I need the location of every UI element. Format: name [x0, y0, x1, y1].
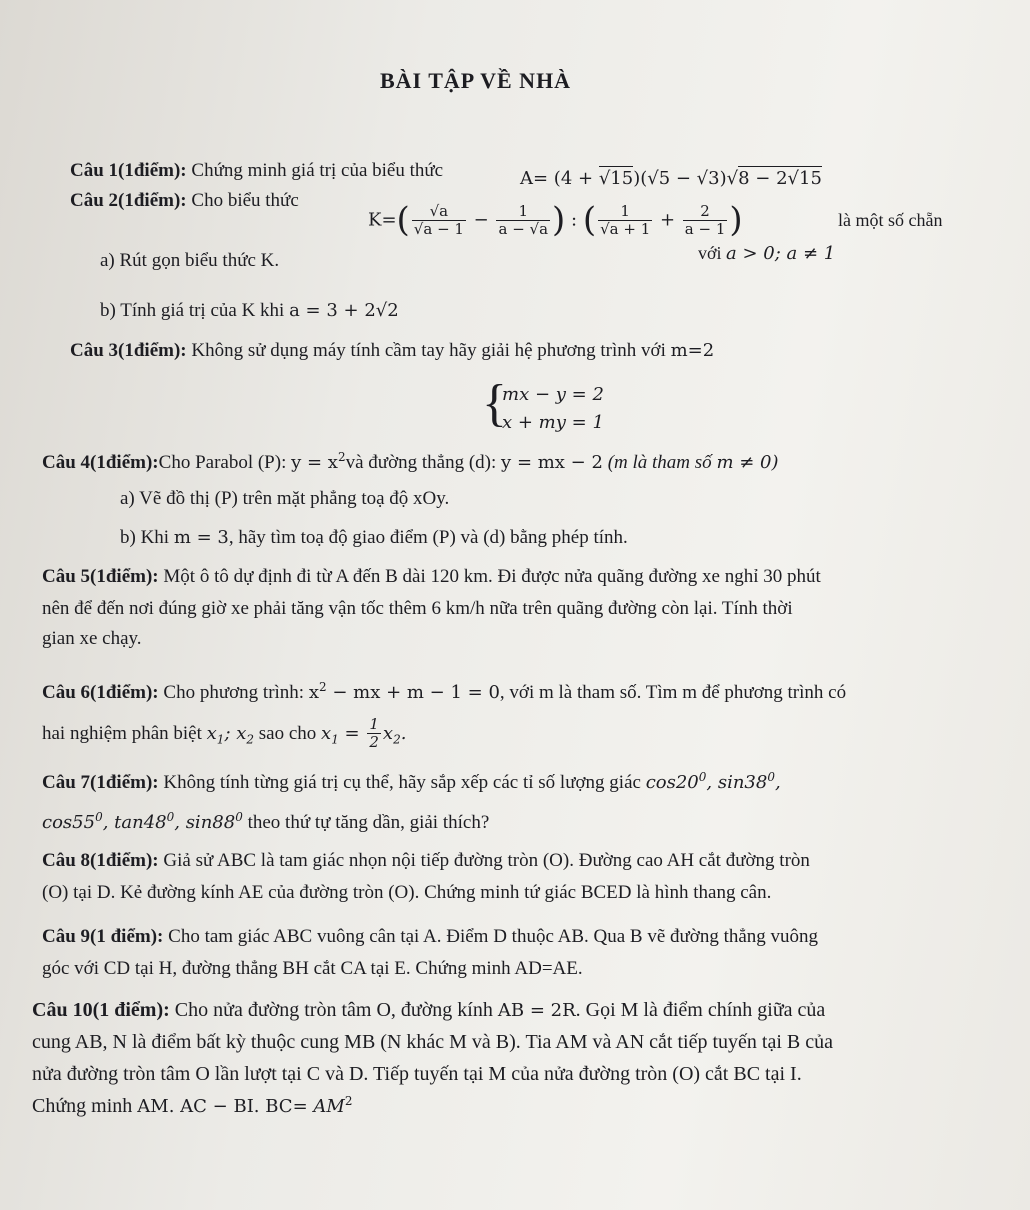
question-5-line-2: nên để đến nơi đúng giờ xe phải tăng vận tốc thêm 6 km/h nữa trên quãng đường còn lại. Tính thời	[42, 598, 793, 619]
question-3-param: m=2	[670, 340, 715, 361]
question-7-tail: theo thứ tự tăng dần, giải thích?	[242, 812, 490, 833]
question-9-label: Câu 9(1 điểm):	[42, 926, 164, 947]
question-4	[42, 450, 779, 475]
question-6-relation: $x_1$ = $\frac{1}{2}$ $x_2$.	[321, 715, 407, 752]
question-6-line-2-pre: hai nghiệm phân biệt	[42, 722, 207, 744]
question-1-label: Câu 1(1điểm):	[70, 160, 187, 181]
question-7-label: Câu 7(1điểm):	[42, 772, 159, 793]
question-10-line-3: nửa đường tròn tâm O lần lượt tại C và D. Tiếp tuyến tại M của nửa đường tròn (O) cắt BC tại I.	[32, 1063, 802, 1085]
question-8-line-2: (O) tại D. Kẻ đường kính AE của đường tròn (O). Chứng minh tứ giác BCED là hình thang cân.	[42, 882, 772, 903]
parabola-equation: $y = x^2$	[291, 450, 346, 473]
question-6-line-2-mid: sao cho	[254, 722, 322, 744]
question-9-line-2: góc với CD tại H, đường thẳng BH cắt CA tại E. Chứng minh AD=AE.	[42, 958, 583, 979]
question-2	[70, 190, 299, 213]
question-4b-expression: m = 3	[173, 527, 229, 548]
question-2b-text: b) Tính giá trị của K khi	[100, 300, 290, 321]
question-8-label: Câu 8(1điểm):	[42, 850, 159, 871]
system-equation-2: x + my = 1	[502, 412, 604, 433]
question-9-text-1: Cho tam giác ABC vuông cân tại A. Điểm D thuộc AB. Qua B vẽ đường thẳng vuông	[163, 926, 819, 947]
question-4a: a) Vẽ đồ thị (P) trên mặt phẳng toạ độ xOy.	[120, 488, 450, 509]
question-2-expression: K=( $\frac{√a}{√a - 1}$ − $\frac{1}{a - √a}$ ) : ( $\frac{1}{√a + 1}$ + $\frac{2}{a - 1}$ )	[368, 200, 743, 240]
question-10-line-4	[32, 1094, 352, 1118]
question-2b-expression: a = 3 + 2√2	[289, 300, 399, 321]
system-brace: {	[482, 375, 507, 432]
question-8-text-1: Giả sử ABC là tam giác nhọn nội tiếp đường tròn (O). Đường cao AH cắt đường tròn	[158, 850, 810, 871]
question-10-expression: AB = 2R	[497, 1000, 576, 1021]
question-9-line-1	[42, 926, 818, 949]
question-6-text: Cho phương trình:	[158, 682, 309, 703]
question-4-note-condition: m ≠ 0)	[716, 452, 779, 473]
question-10-line-1	[32, 998, 825, 1022]
question-1	[70, 160, 443, 183]
question-4-text-1: Cho Parabol (P):	[158, 452, 292, 473]
question-3	[70, 340, 714, 363]
system-equation-1: mx − y = 2	[502, 384, 604, 405]
question-5-line-1	[42, 566, 821, 589]
question-4b	[120, 527, 628, 550]
page-title: BÀI TẬP VỀ NHÀ	[380, 68, 572, 93]
condition-expression: a > 0; a ≠ 1	[726, 243, 836, 264]
question-5-line-3: gian xe chạy.	[42, 628, 142, 649]
question-2-text: Cho biểu thức	[186, 190, 299, 211]
question-3-label: Câu 3(1điểm):	[70, 340, 187, 361]
question-4b-pre: b) Khi	[120, 527, 174, 548]
question-7-line-1	[42, 770, 781, 795]
line-equation: y = mx − 2	[501, 452, 603, 473]
question-1-tail: là một số chẵn	[838, 210, 943, 230]
question-1-text: Chứng minh giá trị của biểu thức	[186, 160, 444, 181]
question-6-line-2	[42, 716, 406, 752]
question-1-expression: A= (4 + √15)(√5 − √3)√8 − 2√15	[520, 168, 822, 189]
question-2-label: Câu 2(1điểm):	[70, 190, 187, 211]
question-8-line-1	[42, 850, 810, 873]
question-7-text: Không tính từng giá trị cụ thể, hãy sắp xếp các tỉ số lượng giác	[158, 772, 646, 793]
question-10-text-1: Cho nửa đường tròn tâm O, đường kính	[169, 999, 498, 1021]
question-6-label: Câu 6(1điểm):	[42, 682, 159, 703]
question-2b	[100, 300, 399, 323]
question-6-tail: , với m là tham số. Tìm m để phương trình có	[499, 682, 847, 703]
question-6-roots: $x_1$; $x_2$	[206, 722, 255, 747]
question-2-condition	[698, 243, 835, 265]
question-10-final-expression: AM. AC − BI. $BC= AM^2$	[137, 1094, 353, 1117]
question-6-line-1	[42, 680, 846, 705]
question-3-text: Không sử dụng máy tính cầm tay hãy giải hệ phương trình với	[186, 340, 671, 361]
question-5-text-1: Một ô tô dự định đi từ A đến B dài 120 km. Đi được nửa quãng đường xe nghỉ 30 phút	[158, 566, 821, 587]
question-10-label: Câu 10(1 điểm):	[32, 999, 170, 1021]
question-10-text-1-post: . Gọi M là điểm chính giữa của	[575, 999, 826, 1021]
question-7-values-1: $\cos 20^0$, $\sin 38^0$,	[645, 770, 781, 793]
condition-word: với	[698, 243, 727, 263]
question-5-label: Câu 5(1điểm):	[42, 566, 159, 587]
question-10-line-2: cung AB, N là điểm bất kỳ thuộc cung MB (N khác M và B). Tia AM và AN cắt tiếp tuyến tại B của	[32, 1031, 833, 1053]
question-4-note: (m là tham số	[602, 452, 717, 473]
question-4-text-2: và đường thẳng (d):	[345, 452, 502, 473]
question-4-label: Câu 4(1điểm):	[42, 452, 159, 473]
question-4b-post: , hãy tìm toạ độ giao điểm (P) và (d) bằng phép tính.	[228, 527, 628, 548]
question-7-values-2: $\cos 55^0$, $\tan 48^0$, $\sin 88^0$	[42, 810, 243, 833]
question-2a: a) Rút gọn biểu thức K.	[100, 250, 280, 271]
question-6-equation: $x^2$ − mx + m − 1 = 0	[308, 680, 500, 703]
question-10-line-4-pre: Chứng minh	[32, 1095, 138, 1117]
question-7-line-2	[42, 810, 489, 835]
